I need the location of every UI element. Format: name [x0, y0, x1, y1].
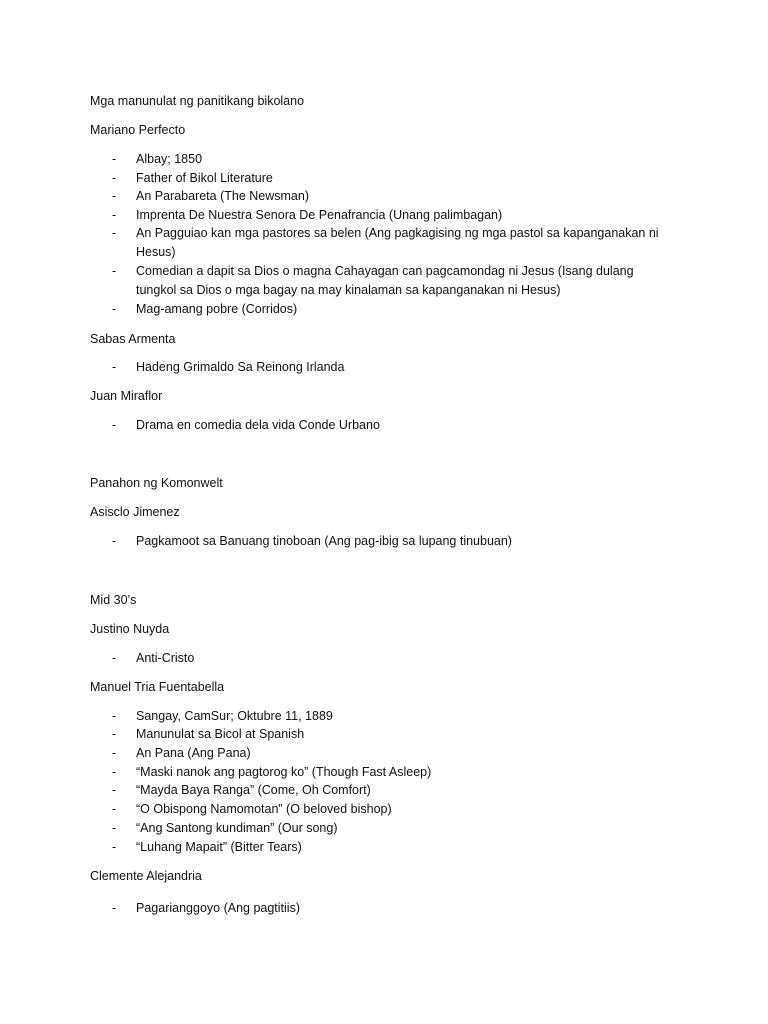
bullet-dash: - — [112, 418, 117, 432]
bullet-dash: - — [112, 727, 117, 741]
section-heading: Justino Nuyda — [90, 622, 170, 636]
list-item-text: Mag-amang pobre (Corridos) — [136, 302, 298, 316]
section-heading: Mariano Perfecto — [90, 123, 186, 137]
bullet-dash: - — [112, 746, 117, 760]
list-item-text: Sangay, CamSur; Oktubre 11, 1889 — [136, 709, 333, 723]
bullet-dash: - — [112, 534, 117, 548]
list-item-text: “Luhang Mapait” (Bitter Tears) — [136, 840, 302, 854]
list-item — [112, 416, 672, 435]
bullet-dash: - — [112, 765, 117, 779]
list-item — [112, 819, 672, 838]
list-item — [112, 206, 672, 225]
list-item — [112, 725, 672, 744]
bullet-dash: - — [112, 208, 117, 222]
list-item — [112, 224, 672, 261]
list-item — [112, 781, 672, 800]
list-item-text: Pagkamoot sa Banuang tinoboan (Ang pag-ibig sa lupang tinubuan) — [136, 534, 512, 548]
list-item — [112, 300, 672, 319]
list-item-text: An Pagguiao kan mga pastores sa belen (Ang pagkagising ng mga pastol sa kapanganakan ni Hesus) — [136, 226, 659, 259]
bullet-dash: - — [112, 901, 117, 915]
list-item-text: Comedian a dapit sa Dios o magna Cahayagan can pagcamondag ni Jesus (Isang dulang tungkol sa Dios o mga bagay na may kinalaman sa kapanganakan ni Hesus) — [136, 264, 634, 297]
bullet-dash: - — [112, 171, 117, 185]
list-item-text: “Ang Santong kundiman” (Our song) — [136, 821, 338, 835]
list-item-text: “Maski nanok ang pagtorog ko” (Though Fast Asleep) — [136, 765, 432, 779]
section-heading: Panahon ng Komonwelt — [90, 476, 223, 490]
bullet-dash: - — [112, 821, 117, 835]
list-item — [112, 899, 672, 918]
list-item — [112, 800, 672, 819]
list-item — [112, 707, 672, 726]
bullet-dash: - — [112, 360, 117, 374]
list-item-text: An Parabareta (The Newsman) — [136, 189, 309, 203]
section-heading: Mid 30’s — [90, 593, 137, 607]
list-item-text: An Pana (Ang Pana) — [136, 746, 251, 760]
list-item-text: “O Obispong Namomotan” (O beloved bishop) — [136, 802, 392, 816]
list-item-text: Manunulat sa Bicol at Spanish — [136, 727, 305, 741]
bullet-dash: - — [112, 709, 117, 723]
bullet-dash: - — [112, 840, 117, 854]
bullet-dash: - — [112, 302, 117, 316]
bullet-dash: - — [112, 802, 117, 816]
list-item — [112, 649, 672, 668]
list-item — [112, 262, 672, 299]
list-item — [112, 169, 672, 188]
list-item — [112, 358, 672, 377]
list-item-text: Hadeng Grimaldo Sa Reinong Irlanda — [136, 360, 345, 374]
list-item-text: Anti-Cristo — [136, 651, 195, 665]
list-item-text: Imprenta De Nuestra Senora De Penafrancia (Unang palimbagan) — [136, 208, 503, 222]
list-item-text: Albay; 1850 — [136, 152, 203, 166]
list-item-text: Pagarianggoyo (Ang pagtitiis) — [136, 901, 300, 915]
bullet-dash: - — [112, 264, 117, 278]
bullet-dash: - — [112, 651, 117, 665]
list-item — [112, 763, 672, 782]
list-item — [112, 744, 672, 763]
list-item — [112, 150, 672, 169]
section-heading: Clemente Alejandria — [90, 869, 202, 883]
list-item — [112, 532, 672, 551]
section-heading: Manuel Tria Fuentabella — [90, 680, 225, 694]
section-heading: Asisclo Jimenez — [90, 505, 180, 519]
list-item — [112, 187, 672, 206]
list-item-text: Father of Bikol Literature — [136, 171, 273, 185]
bullet-dash: - — [112, 152, 117, 166]
bullet-dash: - — [112, 189, 117, 203]
bullet-dash: - — [112, 783, 117, 797]
document-title: Mga manunulat ng panitikang bikolano — [90, 94, 305, 108]
section-heading: Sabas Armenta — [90, 332, 176, 346]
section-heading: Juan Miraflor — [90, 389, 163, 403]
bullet-dash: - — [112, 226, 117, 240]
list-item-text: “Mayda Baya Ranga” (Come, Oh Comfort) — [136, 783, 371, 797]
list-item-text: Drama en comedia dela vida Conde Urbano — [136, 418, 380, 432]
list-item — [112, 838, 672, 857]
